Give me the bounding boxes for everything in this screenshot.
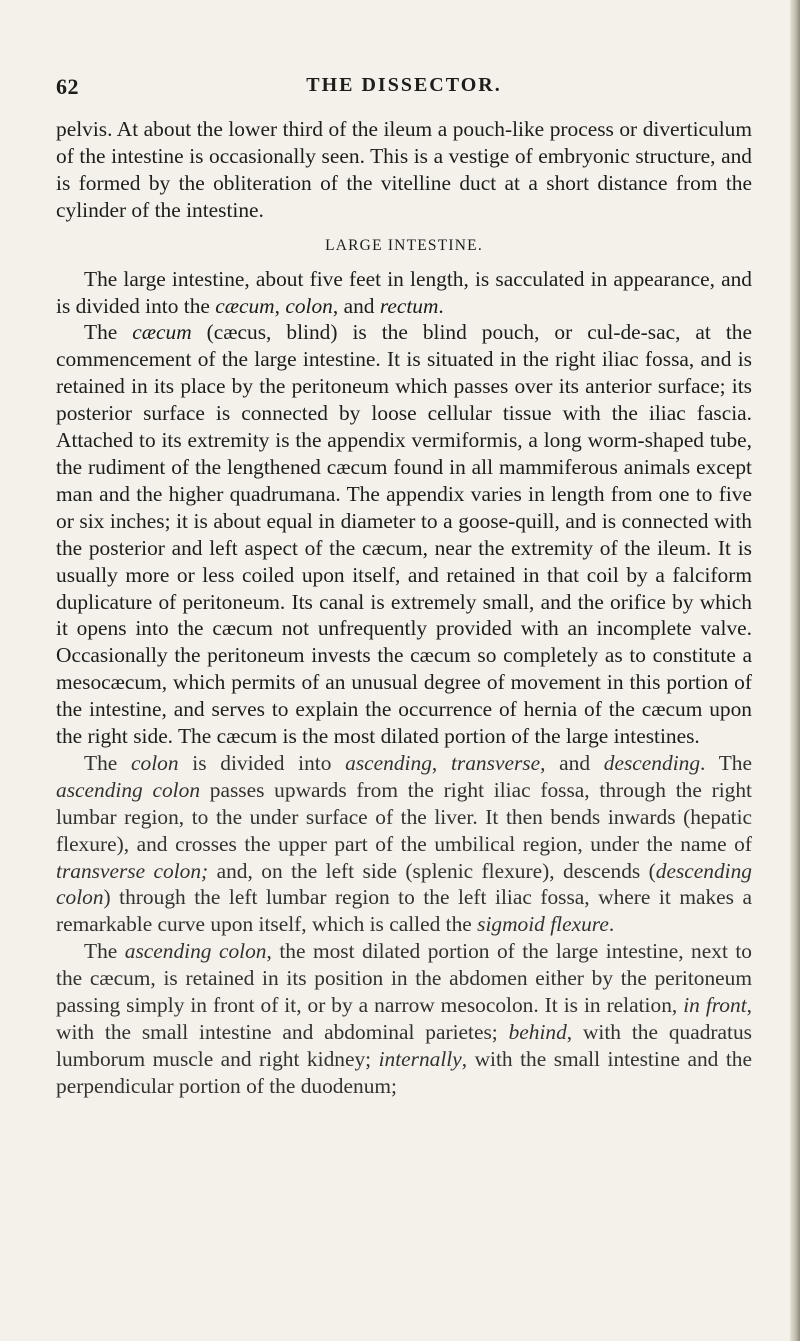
term-transverse-colon: transverse colon; — [56, 858, 209, 883]
term-ascending-colon: ascending colon — [124, 939, 267, 964]
text-run: ) through the left lumbar region to the left iliac fossa, where it makes a remarkable curve upon itself, which is called the — [56, 885, 752, 937]
paragraph-ascending-colon — [56, 938, 752, 1099]
text-run: and, on the left side (splenic flexure), descends ( — [208, 858, 656, 883]
text-run: , — [274, 293, 286, 318]
running-title: THE DISSECTOR. — [306, 74, 502, 96]
text-run: The — [84, 320, 133, 345]
term-descending-colon: descending colon — [56, 858, 753, 910]
text-run: is divided into — [178, 750, 346, 775]
paragraph-caecum — [56, 319, 752, 750]
text-run: , and — [332, 293, 380, 318]
page-number: 62 — [56, 74, 79, 99]
term-ascending-colon: ascending colon — [56, 777, 201, 802]
term-rectum: rectum — [379, 293, 439, 318]
term-transverse: transverse — [450, 750, 541, 775]
body-text — [56, 116, 752, 1100]
text-run: . — [608, 912, 615, 937]
term-caecum: cæcum — [215, 293, 275, 318]
term-ascending: ascending — [345, 750, 432, 775]
text-run: , with the small intestine and abdominal parietes; — [56, 993, 752, 1044]
text-run: The — [84, 939, 125, 964]
term-colon: colon — [285, 293, 333, 318]
term-in-front: in front — [683, 993, 747, 1018]
running-head — [56, 68, 752, 102]
term-descending: descending — [603, 750, 701, 775]
term-colon: colon — [131, 750, 179, 775]
text-run: , the most dilated portion of the large intestine, next to the cæcum, is retained in its position in the abdomen either by the peritoneum passing simply in front of it, or by a narrow mesocolon. It is in relation, — [56, 939, 753, 1018]
text-run: . The — [700, 750, 752, 775]
text-run: , with the quadratus lumborum muscle and right kidney; — [56, 1020, 752, 1071]
paragraph-pelvis: pelvis. At about the lower third of the ileum a pouch-like process or diverticulum of the intestine is occasionally seen. This is a vestige of embryonic structure, and is formed by the obliteration of the vitelline duct at a short distance from the cylinder of the intestine. — [56, 117, 752, 222]
text-run: , — [431, 750, 451, 775]
term-sigmoid-flexure: sigmoid flexure — [477, 912, 609, 937]
paragraph-large-intestine-intro — [56, 266, 752, 320]
section-heading-large-intestine: LARGE INTESTINE. — [325, 236, 483, 254]
page-edge-shadow — [790, 0, 800, 1341]
text-run: The large intestine, about five feet in length, is sacculated in appearance, and is divided into the — [56, 266, 752, 318]
text-run: . — [438, 293, 444, 318]
paragraph-colon — [56, 750, 752, 938]
text-run: , and — [540, 750, 604, 775]
text-run: , with the small intestine and the perpendicular portion of the duodenum; — [56, 1046, 752, 1098]
text-run: passes upwards from the right iliac fossa, through the right lumbar region, to the under surface of the liver. It then bends inwards (hepatic flexure), and crosses the upper part of the umbilical region, under the name of — [56, 777, 752, 856]
term-behind: behind — [508, 1020, 567, 1044]
term-internally: internally — [378, 1046, 462, 1071]
text-run: (cæcus, blind) is the blind pouch, or cul-de-sac, at the commencement of the large intestine. It is situated in the right iliac fossa, and is retained in its place by the peritoneum which passes over its anterior surface; its posterior surface is connected by loose cellular tissue with the iliac fascia. Attached to its extremity is the appendix vermiformis, a long worm-shaped tube, the rudiment of the lengthened cæcum found in all mammiferous animals except man and the higher quadrumana. The appendix varies in length from one to five or six inches; it is about equal in diameter to a goose-quill, and is connected with the posterior and left aspect of the cæcum, near the extremity of the ileum. It is usually more or less coiled upon itself, and retained in that coil by a falciform duplicature of peritoneum. Its canal is extremely small, and the orifice by which it opens into the cæcum not unfrequently provided with an incomplete valve. Occasionally the peritoneum invests the cæcum so completely as to constitute a mesocæcum, which permits of an unusual degree of movement in this portion of the intestine, and serves to explain the occurrence of hernia of the cæcum upon the right side. The cæcum is the most dilated portion of the large intestines. — [56, 320, 752, 749]
text-run: The — [84, 750, 131, 775]
term-caecum: cæcum — [132, 320, 192, 345]
